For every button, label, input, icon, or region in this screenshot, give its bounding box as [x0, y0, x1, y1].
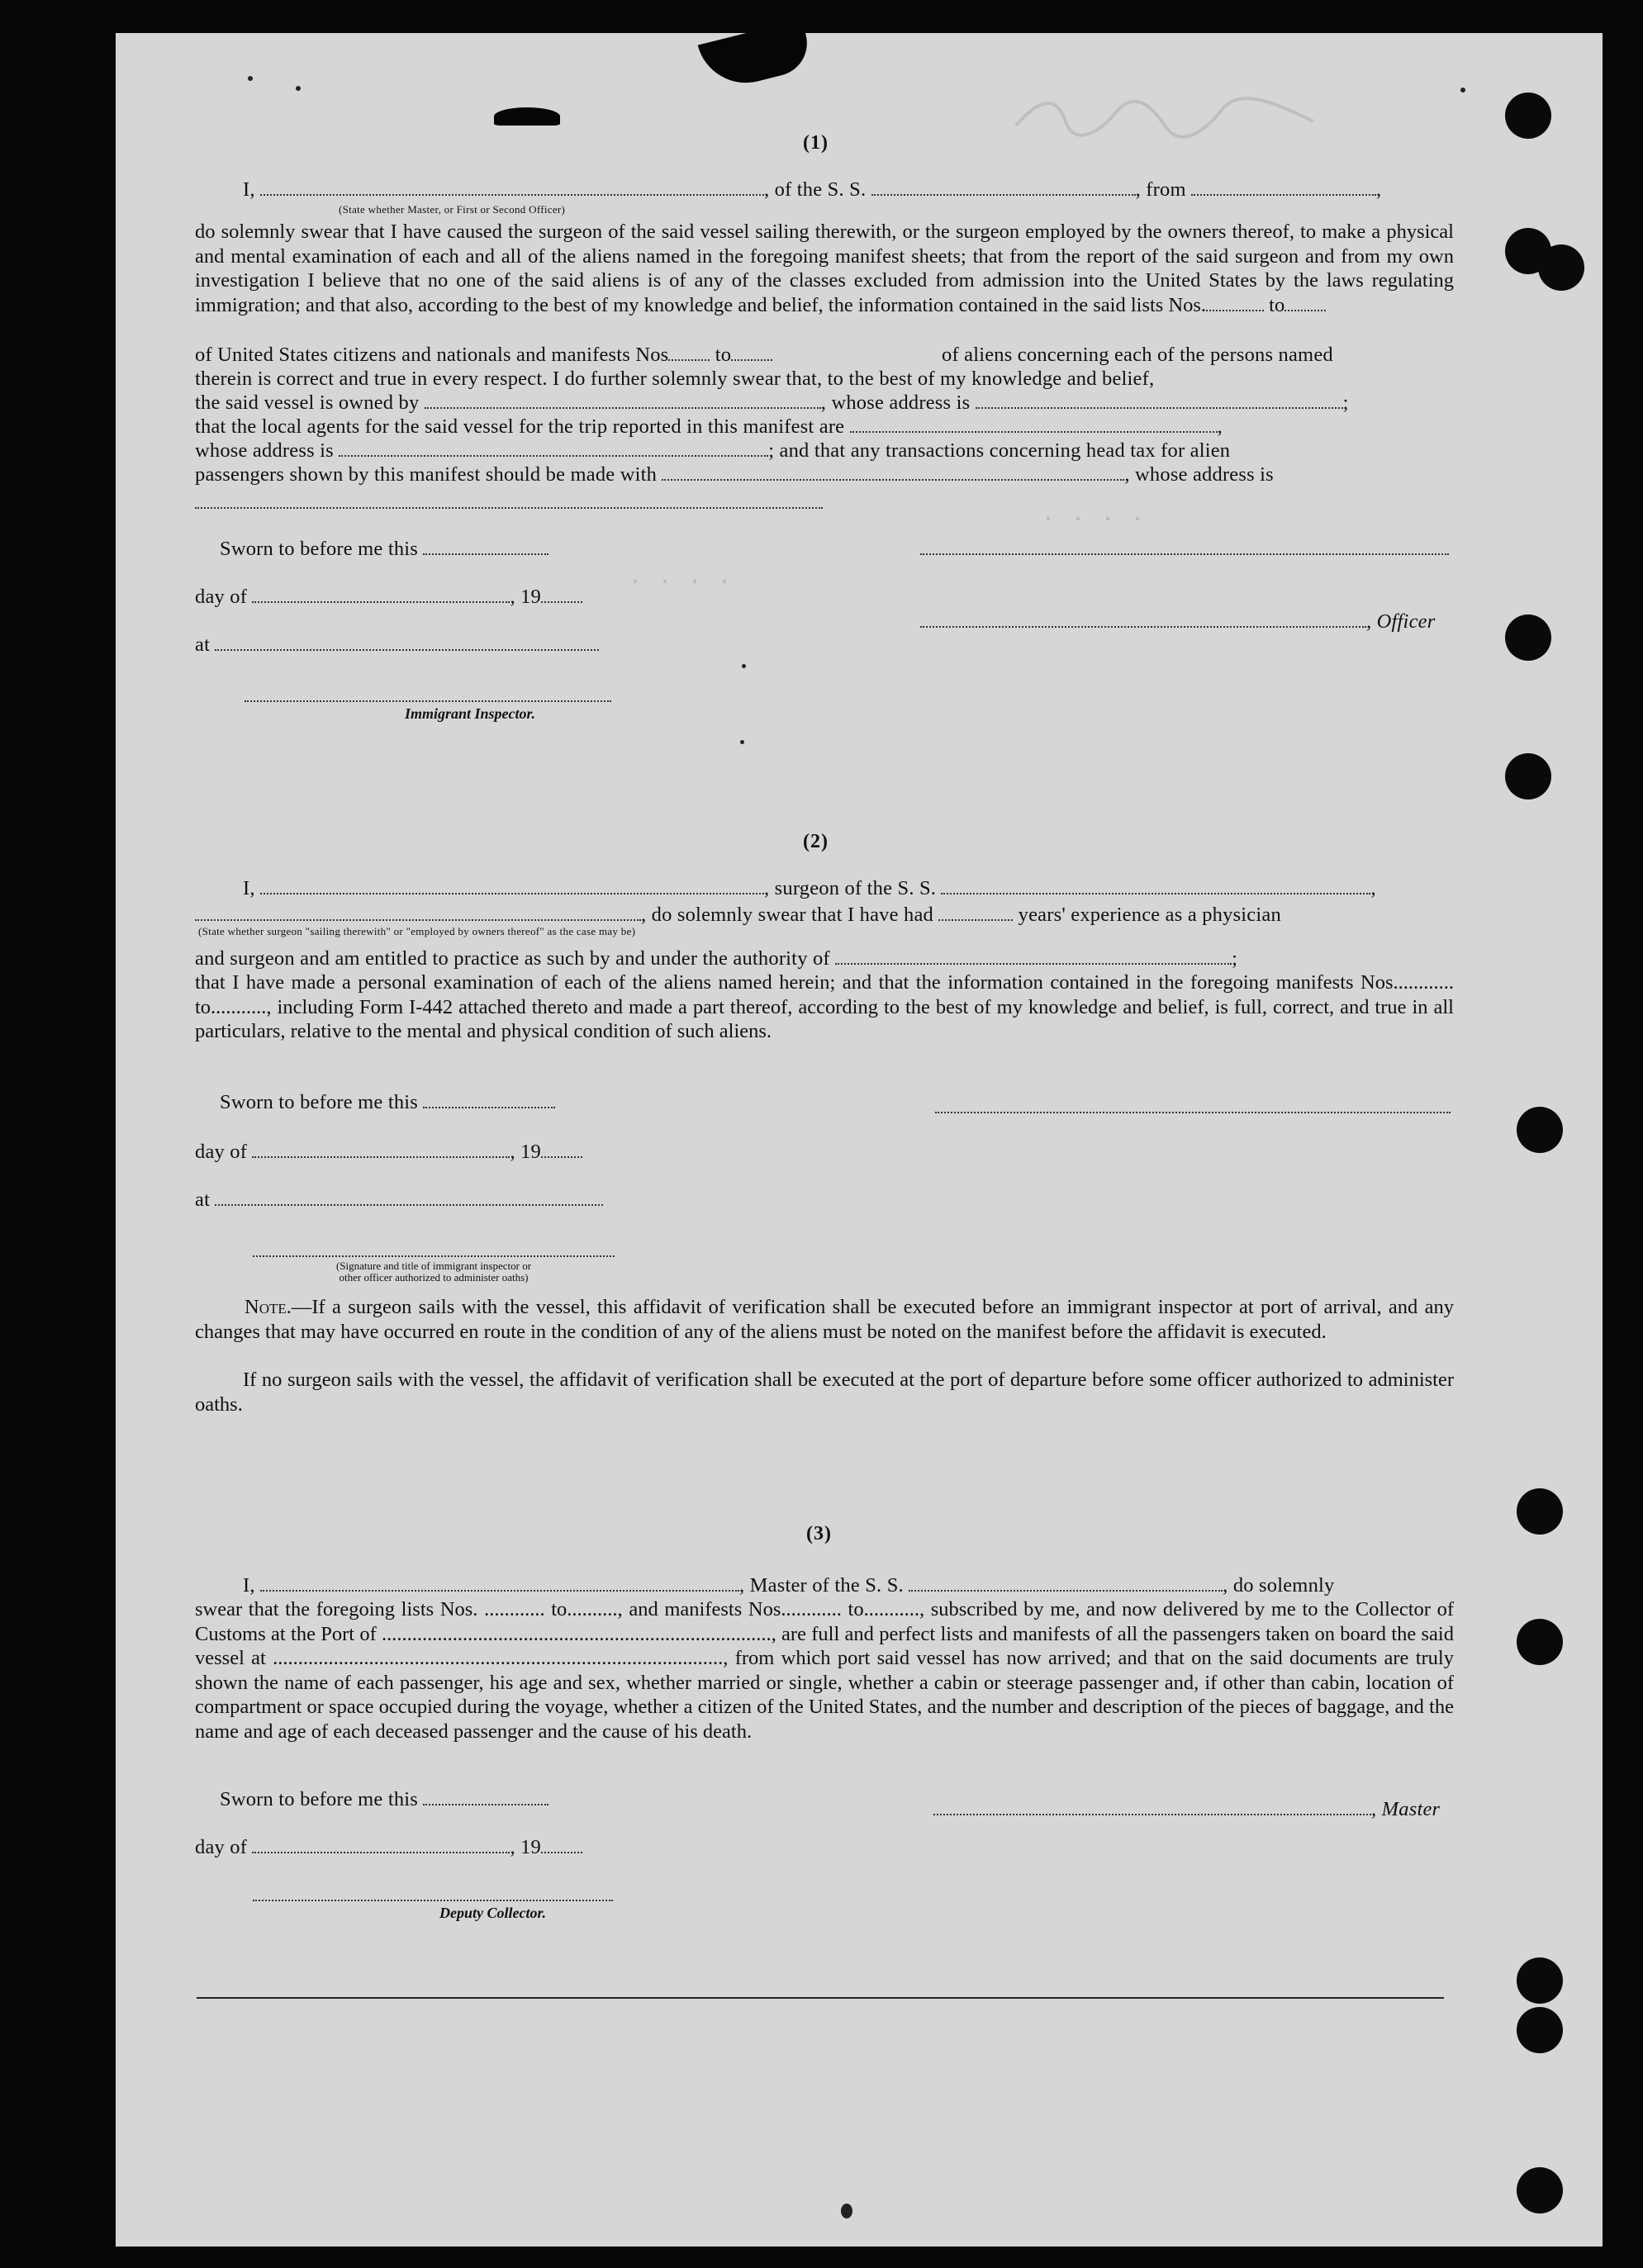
- text-to: to: [1269, 293, 1285, 316]
- bleed-through-stamp: · · · ·: [628, 568, 733, 596]
- blank-sworn-day-2[interactable]: [423, 1107, 555, 1108]
- blank-at-place[interactable]: [215, 649, 599, 651]
- text-i: I,: [243, 178, 255, 201]
- text-year: , 19: [510, 1836, 541, 1858]
- punch-hole: [1538, 244, 1584, 291]
- caption-signature-2: [248, 1260, 620, 1283]
- text-day-of: day of: [195, 586, 248, 608]
- caption-line-1: (Signature and title of immigrant inspector or: [335, 1260, 532, 1272]
- section-1-sworn: [220, 537, 548, 562]
- blank-owner[interactable]: [425, 407, 821, 409]
- blank-master-signature[interactable]: [933, 1814, 1371, 1815]
- text-to: to: [715, 344, 732, 366]
- oath-text-b: of United States citizens and nationals and manifests Nos: [195, 344, 669, 366]
- text-day-of: day of: [195, 1836, 248, 1858]
- text-master: , Master: [1371, 1798, 1441, 1820]
- text-comma: ,: [1376, 178, 1382, 201]
- blank-manifests-from[interactable]: [668, 359, 710, 361]
- text-semicolon: ;: [1232, 947, 1238, 970]
- note-label: Note.: [245, 1296, 292, 1318]
- faded-handwriting: [1008, 93, 1322, 142]
- text-officer: , Officer: [1366, 610, 1436, 633]
- punch-hole: [1517, 1619, 1563, 1665]
- text-owned-by: the said vessel is owned by: [195, 391, 420, 414]
- caption-officer: (State whether Master, or First or Second Officer): [339, 203, 566, 216]
- blank-master-name[interactable]: [260, 1590, 739, 1592]
- blank-officer-signature[interactable]: [920, 626, 1366, 628]
- text-do-solemnly: , do solemnly swear that I have had: [641, 904, 933, 926]
- punch-hole: [1505, 753, 1551, 799]
- text-day-of: day of: [195, 1141, 248, 1163]
- text-whose-address-2: whose address is: [195, 439, 334, 462]
- text-year: , 19: [510, 1141, 541, 1163]
- text-i: I,: [243, 1574, 255, 1597]
- text-from: , from: [1135, 178, 1186, 201]
- section-2-line-1: [243, 876, 1376, 901]
- bleed-through-stamp: · · · ·: [1041, 505, 1146, 534]
- blank-vessel-name[interactable]: [871, 194, 1136, 196]
- text-immigrant-inspector: Immigrant Inspector.: [405, 705, 536, 722]
- blank-signature-2[interactable]: [935, 1112, 1451, 1113]
- section-3-sworn: [220, 1787, 548, 1812]
- section-1-line-passengers: [195, 463, 1274, 487]
- text-sworn: Sworn to before me this: [220, 538, 419, 560]
- blank-lists-from[interactable]: [1206, 310, 1264, 311]
- speck: [740, 740, 744, 744]
- text-sworn: Sworn to before me this: [220, 1788, 419, 1810]
- blank-year-3[interactable]: [541, 1852, 582, 1853]
- blank-from-port[interactable]: [1191, 194, 1376, 196]
- blank-month-2[interactable]: [252, 1156, 510, 1158]
- section-3-day-of: [195, 1835, 582, 1860]
- caption-line-2: other officer authorized to administer oaths): [339, 1271, 529, 1283]
- oath-text-a: do solemnly swear that I have caused the surgeon of the said vessel sailing therewith, or the surgeon employed by the owners thereof, to make a physical and mental examination of each and all of the aliens named in the foregoing manifest sheets; that from the report of the said surgeon and from my own investigation I believe that no one of the said aliens is of any of the classes excluded from admission into the United States by the laws regulating immigration; and that also, according to the best of my knowledge and belief, the information contained in the said lists Nos.: [195, 221, 1454, 316]
- section-2-line-2: [195, 903, 1281, 928]
- section-2-day-of: [195, 1140, 582, 1165]
- blank-surgeon-status[interactable]: [195, 919, 641, 921]
- punch-hole: [1517, 1488, 1563, 1535]
- blank-collector-signature[interactable]: [253, 1900, 613, 1901]
- section-1-day-of: [195, 585, 582, 610]
- punch-hole: [1505, 614, 1551, 661]
- text-at: at: [195, 1189, 211, 1211]
- note-text: —If a surgeon sails with the vessel, this affidavit of verification shall be executed before an immigrant inspector at port of arrival, and any changes that may have occurred en route in the condition of any of the aliens must be noted on the manifest before the affidavit is executed.: [195, 1296, 1454, 1343]
- blank-sworn-day-3[interactable]: [423, 1804, 548, 1805]
- section-2-sworn: [220, 1090, 555, 1115]
- text-head-tax: ; and that any transactions concerning head tax for alien: [768, 439, 1231, 462]
- text-years-experience: years' experience as a physician: [1018, 904, 1281, 926]
- punch-hole: [1517, 2167, 1563, 2213]
- text-master-of-ss: , Master of the S. S.: [739, 1574, 904, 1597]
- speck: [248, 76, 253, 81]
- blank-authority[interactable]: [835, 963, 1232, 965]
- section-3-master-line: [933, 1797, 1440, 1822]
- blank-lists-to[interactable]: [1284, 310, 1326, 311]
- speck: [742, 664, 746, 668]
- text-deputy-collector: Deputy Collector.: [439, 1905, 546, 1921]
- blank-years[interactable]: [938, 919, 1013, 921]
- blank-agent-address[interactable]: [339, 455, 768, 457]
- section-2-note-2: If no surgeon sails with the vessel, the affidavit of verification shall be executed at the port of departure before some officer authorized to administer oaths.: [195, 1369, 1454, 1416]
- blank-at-place-2[interactable]: [215, 1204, 603, 1206]
- blank-sworn-day[interactable]: [423, 553, 548, 555]
- bottom-rule: [197, 1997, 1444, 1999]
- blank-month[interactable]: [252, 601, 510, 603]
- blank-signature-1[interactable]: [920, 553, 1449, 555]
- punch-hole: [1517, 2007, 1563, 2053]
- text-comma: ,: [1217, 415, 1223, 438]
- text-passengers: passengers shown by this manifest should be made with: [195, 463, 658, 486]
- section-2-at: [195, 1188, 603, 1212]
- speck: [1460, 88, 1465, 93]
- text-comma: ,: [1370, 877, 1376, 899]
- section-3-number: (3): [806, 1523, 832, 1544]
- speck: [841, 2204, 852, 2218]
- text-sworn: Sworn to before me this: [220, 1091, 419, 1113]
- section-1-at: [195, 633, 599, 657]
- blank-vessel-name-3[interactable]: [909, 1590, 1223, 1592]
- section-2-paragraph: that I have made a personal examination of each of the aliens named herein; and that the information contained in the foregoing manifests Nos............ to..........., including Form I-442 attached thereto and made a part thereof, according to the best of my knowledge and belief, is full, correct, and true in all particulars, relative to the mental and physical condition of such aliens.: [195, 971, 1454, 1042]
- section-1-line-agents: [195, 415, 1223, 439]
- text-of-the-ss: , of the S. S.: [764, 178, 867, 201]
- blank-month-3[interactable]: [252, 1852, 510, 1853]
- text-surgeon-of-ss: , surgeon of the S. S.: [764, 877, 937, 899]
- text-whose-address-3: , whose address is: [1124, 463, 1274, 486]
- section-3-line-1: [243, 1573, 1334, 1598]
- blank-year-2[interactable]: [541, 1156, 582, 1158]
- section-1-line-b2a: of aliens concerning each of the persons named: [942, 344, 1333, 366]
- blank-year[interactable]: [541, 601, 582, 603]
- text-i: I,: [243, 877, 255, 899]
- section-1-number: (1): [803, 132, 829, 154]
- section-2-number: (2): [803, 831, 829, 852]
- section-2-line-3: [195, 947, 1237, 971]
- blank-head-tax-agent[interactable]: [662, 479, 1124, 481]
- text-whose-address: , whose address is: [820, 391, 971, 414]
- blank-manifests-to[interactable]: [731, 359, 772, 361]
- section-2-note: [195, 1295, 1454, 1344]
- blank-local-agents[interactable]: [850, 431, 1218, 433]
- blank-officer-title[interactable]: [260, 194, 764, 196]
- speck: [296, 86, 301, 91]
- caption-surgeon: (State whether surgeon "sailing therewith" or "employed by owners thereof" as the case may be): [198, 925, 636, 937]
- blank-surgeon-name[interactable]: [260, 893, 764, 894]
- section-1-paragraph-a: [195, 220, 1454, 317]
- punch-hole: [1505, 93, 1551, 139]
- section-1-line-agent-address: [195, 439, 1230, 463]
- section-1-line-manifests: [195, 343, 772, 368]
- text-year: , 19: [510, 586, 541, 608]
- punch-hole: [1517, 1107, 1563, 1153]
- text-semicolon: ;: [1342, 391, 1349, 414]
- blank-inspector-signature-2[interactable]: [253, 1255, 615, 1257]
- punch-hole: [1517, 1957, 1563, 2004]
- blank-head-tax-address[interactable]: [195, 507, 823, 509]
- section-1-officer-line: [920, 610, 1435, 634]
- blank-inspector-signature[interactable]: [245, 700, 611, 702]
- text-local-agents: that the local agents for the said vessel for the trip reported in this manifest are: [195, 415, 845, 438]
- text-authority: and surgeon and am entitled to practice as such by and under the authority of: [195, 947, 830, 970]
- text-at: at: [195, 633, 211, 656]
- blank-vessel-name-2[interactable]: [941, 893, 1370, 894]
- section-3-paragraph: swear that the foregoing lists Nos. ............ to.........., and manifests Nos............ to..........., subscribed by me, and now delivered by me to the Collector of Customs at the Port of ............................................................................., are full and perfect lists and manifests of all the passengers taken on board the said vessel at ........................................................................................., from which port said vessel has now arrived; and that on the said documents are truly shown the name of each passenger, his age and sex, whether married or single, whether a cabin or steerage passenger and, if other than cabin, location of compartment or space occupied during the voyage, whether a citizen of the United States, and the number and description of the pieces of baggage, and the name and age of each deceased passenger and the cause of his death.: [195, 1598, 1454, 1743]
- section-1-line-owned: [195, 391, 1349, 415]
- section-1-line-b2b: therein is correct and true in every respect. I do further solemnly swear that, to the best of my knowledge and belief,: [195, 368, 1155, 390]
- blank-owner-address[interactable]: [976, 407, 1343, 409]
- text-do-solemnly: , do solemnly: [1223, 1574, 1335, 1597]
- section-1-line-1: [243, 178, 1381, 202]
- torn-edge-small: [494, 107, 560, 126]
